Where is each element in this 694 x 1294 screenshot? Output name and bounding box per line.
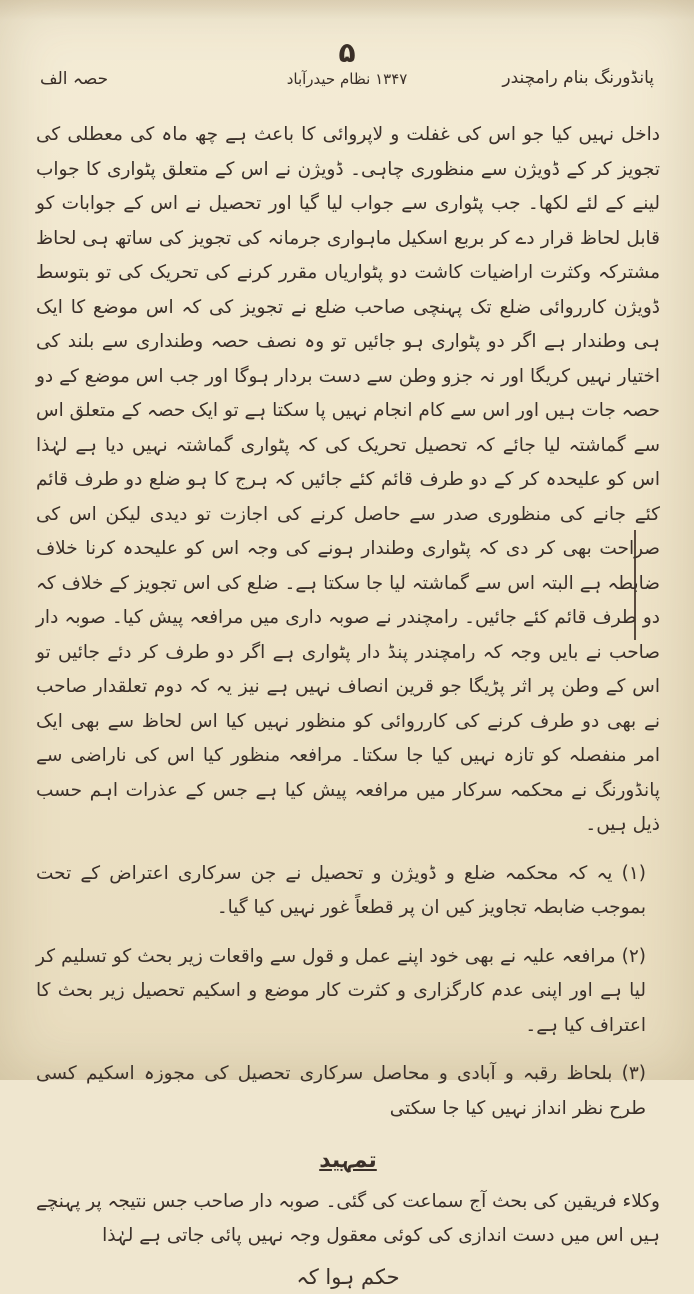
case-title: پانڈورنگ بنام رامچندر <box>502 68 654 88</box>
document-body <box>36 118 660 1294</box>
page-header <box>40 38 654 102</box>
case-reference: ۱۳۴۷ نظام حیدرآباد <box>287 70 408 88</box>
page-number-block <box>287 38 408 88</box>
order-line: حکم ہوا کہ <box>36 1260 660 1294</box>
paper-fold-shadow <box>0 0 694 20</box>
point-2: (۲) مرافعہ علیہ نے بھی خود اپنے عمل و قول سے واقعات زیر بحث کو تسلیم کر لیا ہے اور اپنی عدم کارگزاری و کثرت کار موضع و اسکیم تحصیل زیر بحث کا اعتراف کیا ہے۔ <box>36 940 660 1044</box>
section-heading: تمہید <box>36 1144 660 1179</box>
point-3: (۳) بلحاظ رقبہ و آبادی و محاصل سرکاری تحصیل کی مجوزہ اسکیم کسی طرح نظر انداز نہیں کیا جا سکتی <box>36 1057 660 1126</box>
closing-paragraph: وکلاء فریقین کی بحث آج سماعت کی گئی۔ صوبہ دار صاحب جس نتیجہ پر پہنچے ہیں اس میں دست اندازی کی کوئی معقول وجہ نہیں پائی جاتی ہے لہٰذا <box>36 1185 660 1254</box>
point-1: (۱) یہ کہ محکمہ ضلع و ڈویژن و تحصیل نے جن سرکاری اعتراض کے تحت بموجب ضابطہ تجاویز کیں ان پر قطعاً غور نہیں کیا گیا۔ <box>36 857 660 926</box>
main-paragraph: داخل نہیں کیا جو اس کی غفلت و لاپروائی کا باعث ہے چھ ماہ کی معطلی کی تجویز کر کے ڈویژن سے منظوری چاہی۔ ڈویژن نے اس کے متعلق پٹواری کا جواب لینے کے لئے لکھا۔ جب پٹواری سے جواب لیا گیا اور تحصیل نے اس کے جوابات کو قابل لحاظ قرار دے کر بربع اسکیل ماہواری جرمانہ کی تجویز کی ساتھ ہی لحاظ مشترکہ وکثرت اراضیات کاشت دو پٹواریاں مقرر کرنے کی تحریک کی تو بتوسط ڈویژن کارروائی ضلع تک پہنچی صاحب ضلع نے تجویز کی کہ اس موضع کا ایک ہی وطندار ہے اگر دو پٹواری ہو جائیں تو وہ نصف حصہ وطنداری سے بلند کی اختیار نہیں کریگا اور نہ جزو وطن سے دست بردار ہوگا اور جب اس موضع کے دو حصہ جات ہیں اور اس سے کام انجام نہیں پا سکتا ہے تو ایک حصہ کے متعلق اس سے گماشتہ لیا جائے کہ تحصیل تحریک کی کہ پٹواری گماشتہ نہیں دیا ہے لہٰذا اس کو علیحدہ کر کے دو طرف قائم کئے جائیں کہ ہرج کا ہو ضلع دو طرف قائم کئے جانے کی منظوری صدر سے حاصل کرنے کی اجازت تو دیدی لیکن اس کی صراحت بھی کر دی کہ پٹواری وطندار ہونے کی وجہ اس کو علیحدہ کرنا خلاف ضابطہ ہے البتہ اس سے گماشتہ لیا جا سکتا ہے۔ ضلع کی اس تجویز کے خلاف کہ دو طرف قائم کئے جائیں۔ رامچندر نے صوبہ داری میں مرافعہ پیش کیا۔ صوبہ دار صاحب نے بایں وجہ کہ رامچندر پنڈ دار پٹواری ہے اگر دو طرف کر دئے جائیں تو اس کے وطن پر اثر پڑیگا جو قرین انصاف نہیں ہے نیز یہ کہ دوم تعلقدار صاحب نے بھی دو طرف کرنے کی کارروائی کو منظور نہیں کیا اس لحاظ سے بھی ایک امر منفصلہ کو تازہ نہیں کیا جا سکتا۔ مرافعہ منظور کیا اس کی ناراضی سے پانڈورنگ نے محکمہ سرکار میں مرافعہ پیش کیا ہے جس کے عذرات اہم حسب ذیل ہیں۔ <box>36 118 660 843</box>
page-number: ۵ <box>287 38 408 68</box>
section-note: حصہ الف <box>40 68 108 89</box>
